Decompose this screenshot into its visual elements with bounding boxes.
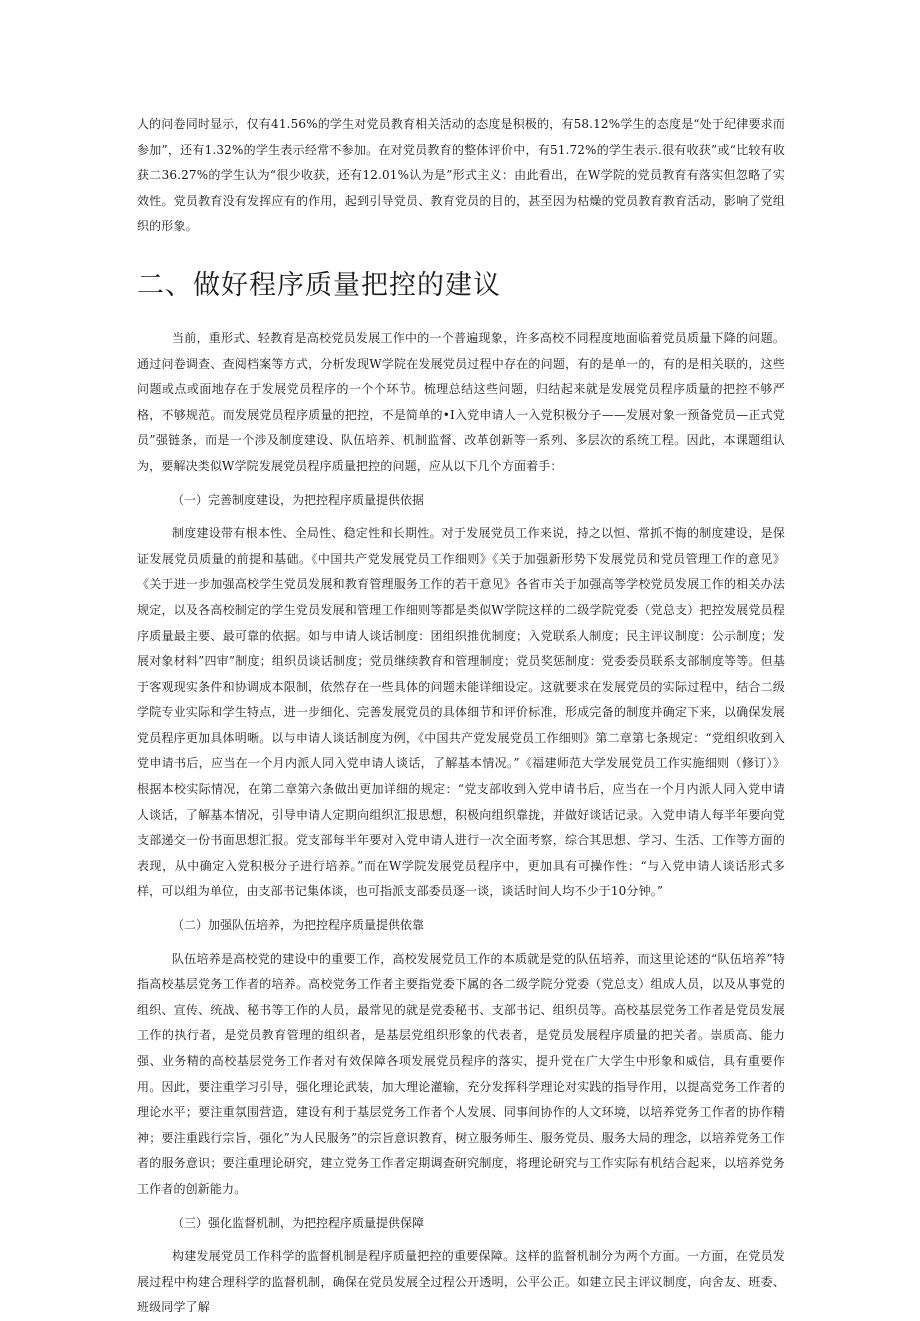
subsection-1-title: （一）完善制度建设，为把控程序质量提供依据 bbox=[172, 492, 425, 507]
subsection-3-title: （三）强化监督机制，为把控程序质量提供保障 bbox=[172, 1215, 425, 1230]
subsection-1-body: 制度建设带有根本性、全局性、稳定性和长期性。对于发展党员工作来说，持之以恒、常抓不悔的制度建设，是保证发展党员质量的前提和基础。《中国共产党发展党员工作细则》《关于加强新形势下发展党员和党员管理工作的意见》《关于进一步加强高校学生党员发展和教育管理服务工作的若干意见》各省市关于加强高等学校党员发展工作的相关办法规定，以及各高校制定的学生党员发展和管理工作细则等都是类似W学院这样的二级学院党委（党总支）把控发展党员程序质量最主要、最可靠的依据。如与申请人谈话制度：团组织推优制度；入党联系人制度；民主评议制度：公示制度；发展对象材料”四审”制度；组织员谈话制度；党员继续教育和管理制度；党员奖惩制度：党委委员联系支部制度等等。但基于客观现实条件和协调成本限制，依然存在一些具体的问题未能详细设定。这就要求在发展党员的实际过程中，结合二级学院专业实际和学生特点，进一步细化、完善发展党员的具体细节和评价标准，形成完备的制度并确定下来，以确保发展党员程序更加具体明晰。以与申请人谈话制度为例，《中国共产党发展党员工作细则》第二章第七条规定：“党组织收到入党申请书后，应当在一个月内派人同入党申请人谈话，了解基本情况。”《福建师范大学发展党员工作实施细则（修订）》根据本校实际情况，在第二章第六条做出更加详细的规定：“党支部收到入党申请书后，应当在一个月内派人同入党申请人谈话，了解基本情况，引导申请人定期向组织汇报思想，积极向组织靠拢，并做好谈话记录。入党申请人每半年要向党支部递交一份书面思想汇报。党支部每半年要对入党申请人进行一次全面考察，综合其思想、学习、生活、工作等方面的表现，从中确定入党积极分子进行培养。”而在W学院发展党员程序中，更加具有可操作性：“与入党申请人谈话形式多样，可以组为单位，由支部书记集体谈，也可指派支部委员逐一谈，谈话时间人均不少于10分钟。” bbox=[137, 526, 785, 899]
subsection-2-body: 队伍培养是高校党的建设中的重要工作，高校发展党员工作的本质就是党的队伍培养，而这里论述的“队伍培养”特指高校基层党务工作者的培养。高校党务工作者主要指党委下属的各二级学院分党委（党总支）组成人员，以及从事党的组织、宣传、统战、秘书等工作的人员，最常见的就是党委秘书、支部书记、组织员等。高校基层党务工作者是党员发展工作的执行者，是党员教育管理的组织者，是基层党组织形象的代表者，是党员发展程序质量的把关者。崇质高、能力强、业务精的高校基层党务工作者对有效保障各项发展党员程序的落实，提升党在广大学生中形象和威信，具有重要作用。因此，要注重学习引导，强化理论武装，加大理论灌输，充分发挥科学理论对实践的指导作用，以提高党务工作者的理论水平；要注重氛围营造，建设有利于基层党务工作者个人发展、同事间协作的人文环境，以培养党务工作者的协作精神；要注重践行宗旨，强化”为人民服务”的宗旨意识教育，树立服务师生、服务党员、服务大局的理念，以培养党务工作者的服务意识；要注重理论研究，建立党务工作者定期调查研究制度，将理论研究与工作实际有机结合起来，以培养党务工作者的创新能力。 bbox=[137, 951, 785, 1196]
intro-paragraph: 人的问卷同时显示，仅有41.56%的学生对党员教育相关活动的态度是积极的，有58.12%学生的态度是“处于纪律要求而参加”，还有1.32%的学生表示经常不参加。在对党员教育的整体评价中，有51.72%的学生表示.很有收获”或“比较有收获二36.27%的学生认为“很少收获，还有12.01%认为是”形式主义：由此看出，在W学院的党员教育有落实但忽略了实效性。党员教育没有发挥应有的作用，起到引导党员、教育党员的目的，甚至因为枯燥的党员教育教育活动，影响了党组织的形象。 bbox=[137, 117, 785, 234]
section-intro-paragraph: 当前，重形式、轻教育是高校党员发展工作中的一个普遍现象，许多高校不同程度地面临着党员质量下降的问题。通过问卷调查、查阅档案等方式，分析发现W学院在发展党员过程中存在的问题，有的是单一的，有的是相关联的，这些问题或点或面地存在于发展党员程序的一个个环节。梳理总结这些问题，归结起来就是发展党员程序质量的把控不够严格，不够规范。而发展党员程序质量的把控，不是简单的•I入党申请人一入党积极分子——发展对象一预备党员—正式党员”强链条，而是一个涉及制度建设、队伍培养、机制监督、改革创新等一系列、多层次的系统工程。因此，本课题组认为，要解决类似W学院发展党员程序质量把控的问题，应从以下几个方面着手： bbox=[137, 330, 785, 473]
section-title: 二、做好程序质量把控的建议 bbox=[137, 269, 501, 301]
subsection-3-body: 构建发展党员工作科学的监督机制是程序质量把控的重要保障。这样的监督机制分为两个方面。一方面，在党员发展过程中构建合理科学的监督机制，确保在党员发展全过程公开透明，公平公正。如建立民主评议制度，向舍友、班委、班级同学了解 bbox=[137, 1249, 785, 1315]
subsection-2-title: （二）加强队伍培养，为把控程序质量提供依靠 bbox=[172, 918, 425, 933]
document-page bbox=[137, 112, 785, 1321]
